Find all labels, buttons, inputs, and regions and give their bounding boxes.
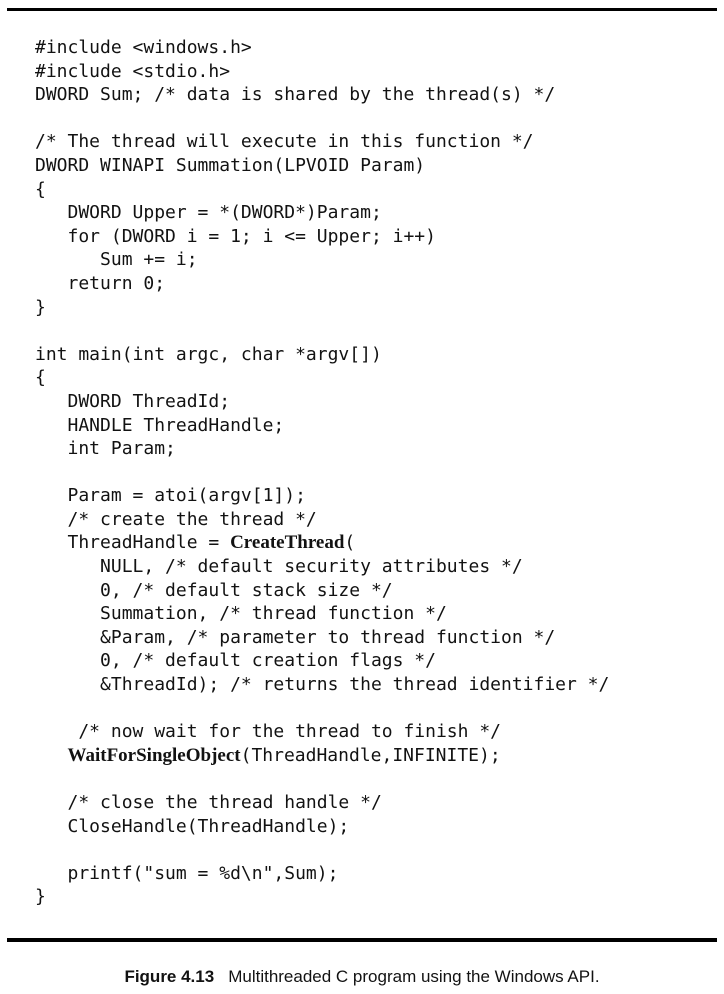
code-text: DWORD Upper = *(DWORD*)Param; — [35, 202, 382, 224]
code-line — [35, 508, 609, 532]
code-line — [35, 838, 609, 862]
code-text: Sum += i; — [35, 249, 198, 271]
code-text: #include <stdio.h> — [35, 60, 231, 82]
code-line — [35, 744, 609, 768]
code-text: 0, /* default creation flags */ — [35, 650, 436, 672]
code-text — [35, 745, 68, 766]
code-line — [35, 626, 609, 650]
code-text: DWORD WINAPI Summation(LPVOID Param) — [35, 154, 426, 176]
code-line — [35, 296, 609, 320]
code-text: ( — [344, 532, 356, 554]
code-line — [35, 767, 609, 791]
bottom-rule — [7, 938, 717, 942]
code-text: /* now wait for the thread to finish */ — [35, 721, 501, 743]
code-line — [35, 83, 609, 107]
code-line — [35, 649, 609, 673]
code-line — [35, 390, 609, 414]
code-text: &Param, /* parameter to thread function */ — [35, 626, 556, 648]
code-line — [35, 484, 609, 508]
code-text: { — [35, 178, 46, 200]
code-line — [35, 673, 609, 697]
code-line — [35, 319, 609, 343]
code-text: NULL, /* default security attributes */ — [35, 556, 523, 578]
code-text: &ThreadId); /* returns the thread identifier */ — [35, 674, 610, 696]
code-line — [35, 414, 609, 438]
top-rule — [7, 8, 717, 11]
code-line — [35, 201, 609, 225]
code-line — [35, 154, 609, 178]
code-text: Param = atoi(argv[1]); — [35, 485, 306, 507]
code-text: } — [35, 296, 46, 318]
code-text: 0, /* default stack size */ — [35, 579, 393, 601]
code-line — [35, 555, 609, 579]
code-text: int main(int argc, char *argv[]) — [35, 343, 382, 365]
code-line — [35, 130, 609, 154]
code-text: (ThreadHandle,INFINITE); — [240, 744, 501, 766]
code-text: int Param; — [35, 438, 176, 460]
code-text: Summation, /* thread function */ — [35, 603, 447, 625]
code-text: /* close the thread handle */ — [35, 792, 382, 813]
code-line — [35, 343, 609, 367]
code-line — [35, 36, 609, 60]
code-line — [35, 225, 609, 249]
code-line — [35, 107, 609, 131]
code-line — [35, 791, 609, 815]
code-line — [35, 437, 609, 461]
code-line — [35, 815, 609, 839]
code-text: { — [35, 367, 46, 389]
code-text: DWORD ThreadId; — [35, 390, 231, 412]
code-line — [35, 862, 609, 886]
code-line — [35, 885, 609, 909]
code-text: /* The thread will execute in this function */ — [35, 131, 534, 153]
code-line — [35, 579, 609, 603]
code-line — [35, 697, 609, 721]
code-line — [35, 248, 609, 272]
code-text: } — [35, 886, 46, 908]
code-line — [35, 531, 609, 555]
code-line — [35, 178, 609, 202]
code-text: ThreadHandle = — [35, 532, 231, 554]
code-line — [35, 60, 609, 84]
code-line — [35, 461, 609, 485]
code-text: return 0; — [35, 272, 166, 294]
code-text: HANDLE ThreadHandle; — [35, 414, 285, 436]
code-text: printf("sum = %d\n",Sum); — [35, 862, 339, 884]
code-line — [35, 720, 609, 744]
code-text: #include <windows.h> — [35, 37, 252, 58]
figure-caption-label: Figure 4.13 — [124, 967, 215, 986]
code-text: CloseHandle(ThreadHandle); — [35, 815, 350, 837]
code-text: for (DWORD i = 1; i <= Upper; i++) — [35, 225, 436, 247]
code-listing — [35, 36, 609, 909]
api-call-name: CreateThread — [230, 532, 345, 554]
code-text: DWORD Sum; /* data is shared by the thread(s) */ — [35, 84, 556, 106]
code-line — [35, 366, 609, 390]
api-call-name: WaitForSingleObject — [67, 744, 241, 766]
figure-caption — [0, 967, 724, 987]
figure-caption-text: Multithreaded C program using the Windows API. — [228, 967, 600, 986]
code-line — [35, 602, 609, 626]
code-text: /* create the thread */ — [35, 508, 317, 530]
code-line — [35, 272, 609, 296]
